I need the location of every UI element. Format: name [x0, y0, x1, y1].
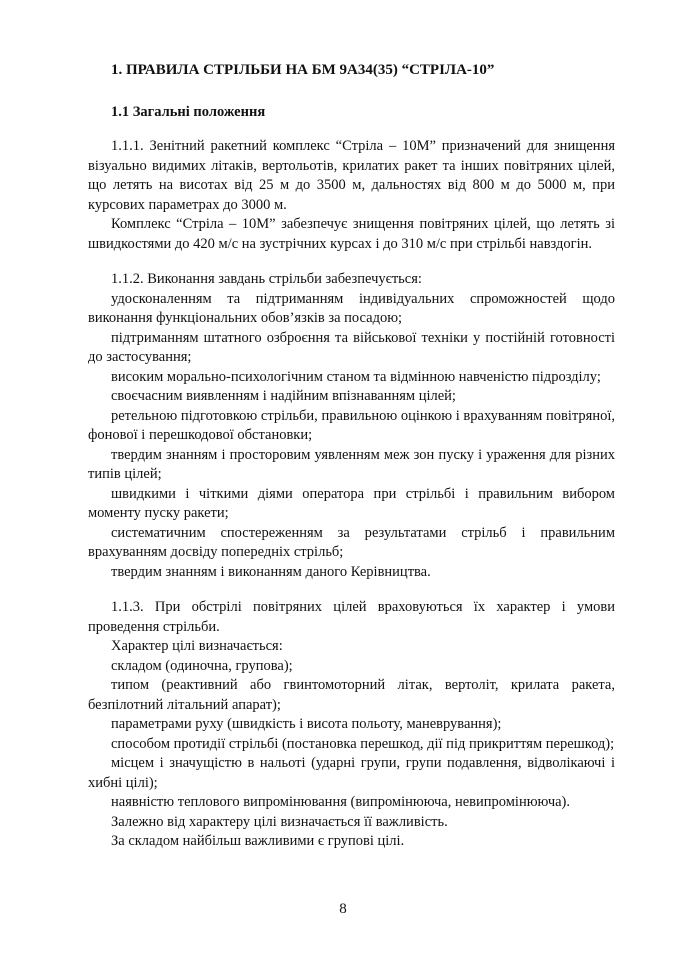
paragraph-1-1-3: 1.1.3. При обстрілі повітряних цілей враховуються їх характер і умови проведення стрільби. — [88, 599, 615, 635]
list-item: швидкими і чіткими діями оператора при стрільбі і правильним вибором моменту пуску ракети; — [88, 485, 615, 521]
paragraph-target-character: Характер цілі визначається: — [111, 638, 283, 654]
list-item: наявністю теплового випромінювання (випромінююча, невипромінююча). — [111, 794, 571, 810]
section-heading: 1.1 Загальні положення — [111, 104, 266, 120]
list-item: способом протидії стрільбі (постановка перешкод, дії під прикриттям перешкод); — [111, 735, 615, 752]
document-page — [88, 60, 615, 852]
list-item: систематичним спостереженням за результатами стрільб і правильним врахуванням досвіду попередніх стрільб; — [88, 524, 615, 560]
list-item: своєчасним виявленням і надійним впізнаванням цілей; — [111, 388, 456, 404]
paragraph-1-1-2: 1.1.2. Виконання завдань стрільби забезпечується: — [111, 271, 422, 287]
list-item: підтриманням штатного озброєння та військової техніки у постійній готовності до застосування; — [88, 329, 615, 365]
list-item: ретельною підготовкою стрільби, правильною оцінкою і врахуванням повітряної, фонової і перешкодової обстановки; — [88, 407, 615, 443]
list-item: твердим знанням і виконанням даного Керівництва. — [111, 563, 431, 580]
paragraph-group-targets: За складом найбільш важливими є групові цілі. — [111, 833, 405, 849]
paragraph-importance: Залежно від характеру цілі визначається її важливість. — [111, 813, 448, 830]
list-item: параметрами руху (швидкість і висота польоту, маневрування); — [111, 716, 502, 732]
list-item: удосконаленням та підтриманням індивідуальних спроможностей щодо виконання функціональних обов’язків за посадою; — [88, 290, 615, 326]
list-item: складом (одиночна, групова); — [111, 657, 293, 674]
page-number: 8 — [339, 901, 347, 917]
list-item: твердим знанням і просторовим уявленням меж зон пуску і ураження для різних типів цілей; — [88, 446, 615, 482]
list-item: типом (реактивний або гвинтомоторний літак, вертоліт, крилата ракета, безпілотний літальний апарат); — [88, 677, 615, 713]
paragraph-complex-speed: Комплекс “Стріла – 10М” забезпечує знищення повітряних цілей, що летять зі швидкостями до 420 м/с на зустрічних курсах і до 310 м/с при стрільбі навздогін. — [88, 216, 615, 252]
paragraph-1-1-1: 1.1.1. Зенітний ракетний комплекс “Стріла – 10М” призначений для знищення візуально видимих літаків, вертольотів, крилатих ракет та інших повітряних цілей, що летять на висотах від 25 м до 3500 м, дальностях від 800 м до 5000 м, при курсових параметрах до 3000 м. — [88, 138, 615, 213]
list-item: високим морально-психологічним станом та відмінною навченістю підрозділу; — [111, 368, 601, 385]
chapter-title: 1. ПРАВИЛА СТРІЛЬБИ НА БМ 9А34(35) “СТРІЛА-10” — [111, 62, 495, 78]
list-item: місцем і значущістю в нальоті (ударні групи, групи подавлення, відволікаючі і хибні цілі); — [88, 755, 615, 791]
